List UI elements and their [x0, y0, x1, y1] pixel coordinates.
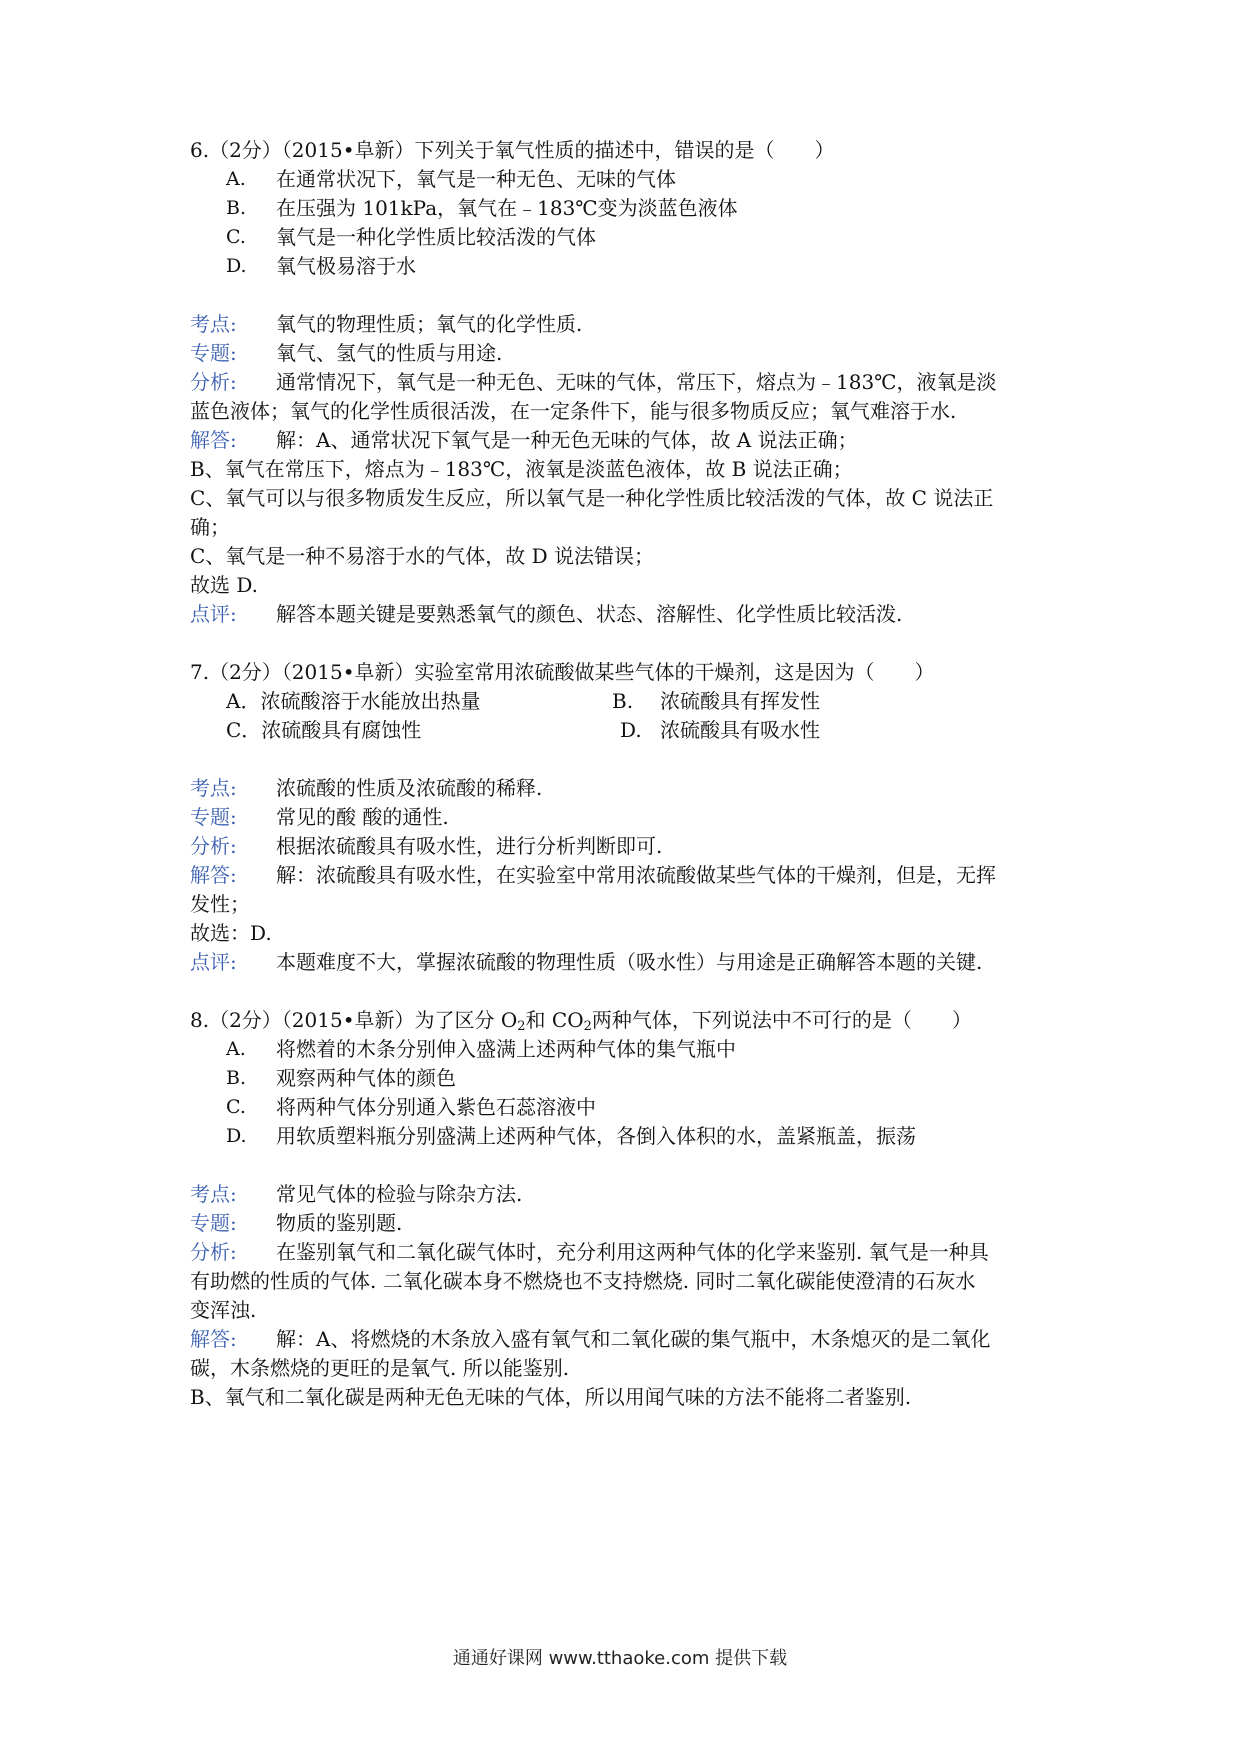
q7-option-d-letter: D.: [620, 718, 642, 742]
q8-fenxi-line3: 变浑浊.: [190, 1298, 257, 1322]
q7-jieda-label: 解答:: [190, 863, 237, 887]
q7-jieda-line1: 解：浓硫酸具有吸水性，在实验室中常用浓硫酸做某些气体的干燥剂，但是，无挥: [276, 863, 996, 887]
q8-stem-sub2: 2: [583, 1019, 592, 1034]
q6-zhuanti-label: 专题:: [190, 341, 237, 365]
q6-jieda-line6: 故选 D.: [190, 573, 259, 597]
q8-zhuanti-label: 专题:: [190, 1211, 237, 1235]
q8-fenxi-label: 分析:: [190, 1240, 237, 1264]
q8-fenxi-line1: 在鉴别氧气和二氧化碳气体时，充分利用这两种气体的化学来鉴别. 氧气是一种具: [276, 1240, 989, 1264]
q7-option-b-letter: B.: [612, 689, 634, 713]
q6-option-a-text: 在通常状况下，氧气是一种无色、无味的气体: [276, 167, 676, 191]
q8-option-b-text: 观察两种气体的颜色: [276, 1066, 456, 1090]
q7-option-a: A．浓硫酸溶于水能放出热量: [226, 689, 481, 713]
q6-option-c-letter: C.: [226, 226, 246, 248]
q7-option-d: 浓硫酸具有吸水性: [660, 718, 820, 742]
q8-stem-mid: 和 CO: [525, 1008, 584, 1032]
q7-fenxi: 根据浓硫酸具有吸水性，进行分析判断即可.: [276, 834, 663, 858]
q6-jieda-label: 解答:: [190, 428, 237, 452]
q6-jieda-line1: 解：A、通常状况下氧气是一种无色无味的气体，故 A 说法正确；: [276, 428, 858, 452]
q8-fenxi-line2: 有助燃的性质的气体. 二氧化碳本身不燃烧也不支持燃烧. 同时二氧化碳能使澄清的石灰水: [190, 1269, 976, 1293]
q6-option-b-text: 在压强为 101kPa，氧气在﹣183℃变为淡蓝色液体: [276, 196, 738, 220]
q8-jieda-line1: 解：A、将燃烧的木条放入盛有氧气和二氧化碳的集气瓶中，木条熄灭的是二氧化: [276, 1327, 991, 1351]
q6-fenxi-line2: 蓝色液体；氧气的化学性质很活泼，在一定条件下，能与很多物质反应；氧气难溶于水.: [190, 399, 957, 423]
q8-option-a-text: 将燃着的木条分别伸入盛满上述两种气体的集气瓶中: [276, 1037, 736, 1061]
q8-option-d-text: 用软质塑料瓶分别盛满上述两种气体，各倒入体积的水，盖紧瓶盖，振荡: [276, 1124, 916, 1148]
q8-zhuanti: 物质的鉴别题.: [276, 1211, 403, 1235]
q8-stem-pre: 8.（2分）（2015•阜新）为了区分 O: [190, 1008, 518, 1032]
q6-option-b-letter: B.: [226, 197, 247, 219]
q6-kaodian-label: 考点:: [190, 312, 237, 336]
q7-dianping: 本题难度不大，掌握浓硫酸的物理性质（吸水性）与用途是正确解答本题的关键.: [276, 950, 983, 974]
q8-stem-post: 两种气体，下列说法中不可行的是（ ）: [591, 1008, 972, 1032]
q6-option-c-text: 氧气是一种化学性质比较活泼的气体: [276, 225, 596, 249]
q6-fenxi-label: 分析:: [190, 370, 237, 394]
q8-kaodian: 常见气体的检验与除杂方法.: [276, 1182, 523, 1206]
q6-stem: 6.（2分）（2015•阜新）下列关于氧气性质的描述中，错误的是（ ）: [190, 138, 835, 162]
q8-option-b-letter: B.: [226, 1067, 247, 1089]
q6-jieda-line3: C、氧气可以与很多物质发生反应，所以氧气是一种化学性质比较活泼的气体，故 C 说法正: [190, 486, 994, 510]
q6-dianping-label: 点评:: [190, 602, 237, 626]
q6-fenxi-line1: 通常情况下，氧气是一种无色、无味的气体，常压下，熔点为﹣183℃，液氧是淡: [276, 370, 997, 394]
page-footer: 通通好课网 www.tthaoke.com 提供下载: [452, 1648, 788, 1669]
q7-zhuanti-label: 专题:: [190, 805, 237, 829]
q6-jieda-line4: 确；: [190, 515, 230, 539]
q8-jieda-label: 解答:: [190, 1327, 237, 1351]
q8-option-c-text: 将两种气体分别通入紫色石蕊溶液中: [276, 1095, 596, 1119]
q7-jieda-line2: 发性；: [190, 892, 250, 916]
q7-stem: 7.（2分）（2015•阜新）实验室常用浓硫酸做某些气体的干燥剂，这是因为（ ）: [190, 660, 935, 684]
q6-option-a-letter: A.: [226, 168, 246, 190]
q6-option-d-text: 氧气极易溶于水: [276, 254, 416, 278]
q7-dianping-label: 点评:: [190, 950, 237, 974]
q7-fenxi-label: 分析:: [190, 834, 237, 858]
q7-jieda-line3: 故选：D.: [190, 921, 272, 945]
q8-jieda-line3: B、氧气和二氧化碳是两种无色无味的气体，所以用闻气味的方法不能将二者鉴别.: [190, 1385, 912, 1409]
q8-option-d-letter: D.: [226, 1125, 247, 1147]
q6-kaodian: 氧气的物理性质；氧气的化学性质.: [276, 312, 583, 336]
q7-kaodian-label: 考点:: [190, 776, 237, 800]
q8-kaodian-label: 考点:: [190, 1182, 237, 1206]
q6-dianping: 解答本题关键是要熟悉氧气的颜色、状态、溶解性、化学性质比较活泼.: [276, 602, 903, 626]
q7-zhuanti: 常见的酸 酸的通性.: [276, 805, 449, 829]
q6-option-d-letter: D.: [226, 255, 247, 277]
q8-option-c-letter: C.: [226, 1096, 246, 1118]
q8-stem-sub1: 2: [517, 1019, 526, 1034]
q6-zhuanti: 氧气、氢气的性质与用途.: [276, 341, 503, 365]
q6-jieda-line2: B、氧气在常压下，熔点为﹣183℃，液氧是淡蓝色液体，故 B 说法正确；: [190, 457, 853, 481]
q8-option-a-letter: A.: [226, 1038, 246, 1060]
q7-kaodian: 浓硫酸的性质及浓硫酸的稀释.: [276, 776, 543, 800]
q6-jieda-line5: C、氧气是一种不易溶于水的气体，故 D 说法错误；: [190, 544, 655, 568]
q8-stem: [190, 1008, 1070, 1039]
q8-jieda-line2: 碳，木条燃烧的更旺的是氧气. 所以能鉴别.: [190, 1356, 570, 1380]
q7-option-c: C．浓硫酸具有腐蚀性: [226, 718, 422, 742]
q7-option-b: 浓硫酸具有挥发性: [660, 689, 820, 713]
